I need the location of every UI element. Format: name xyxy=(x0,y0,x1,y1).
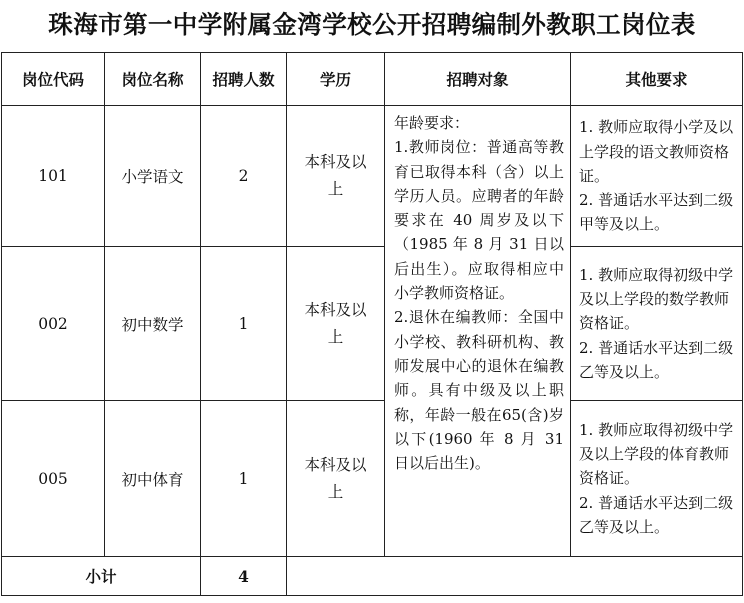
hiring-count: 1 xyxy=(201,401,287,557)
target-retired-teacher: 2.退休在编教师：全国中小学校、教科研机构、教师发展中心的退休在编教师。具有中级及以上职称，年龄一般在65(含)岁以下(1960 年 8 月 31 日以后出生)。 xyxy=(394,308,564,473)
position-name: 小学语文 xyxy=(105,106,201,247)
hiring-count: 2 xyxy=(201,106,287,247)
total-label: 小计 xyxy=(2,557,201,596)
position-code: 101 xyxy=(2,106,105,247)
education-requirement: 本科及以上 xyxy=(287,401,385,557)
requirement-item: 2. 普通话水平达到二级乙等及以上。 xyxy=(579,338,734,381)
requirement-item: 2. 普通话水平达到二级甲等及以上。 xyxy=(579,191,734,234)
position-name: 初中数学 xyxy=(105,247,201,401)
position-code: 005 xyxy=(2,401,105,557)
total-value: 4 xyxy=(201,557,287,596)
total-row xyxy=(2,557,743,596)
position-code: 002 xyxy=(2,247,105,401)
total-empty-cell xyxy=(287,557,743,596)
header-code: 岗位代码 xyxy=(2,53,105,106)
table-row xyxy=(2,106,743,247)
positions-table xyxy=(1,52,743,596)
header-other: 其他要求 xyxy=(571,53,743,106)
table-row xyxy=(2,247,743,401)
other-requirements xyxy=(571,401,743,557)
education-requirement: 本科及以上 xyxy=(287,106,385,247)
header-name: 岗位名称 xyxy=(105,53,201,106)
table-header-row xyxy=(2,53,743,106)
header-target: 招聘对象 xyxy=(385,53,571,106)
requirement-item: 2. 普通话水平达到二级乙等及以上。 xyxy=(579,493,734,536)
table-row xyxy=(2,401,743,557)
hiring-count: 1 xyxy=(201,247,287,401)
requirement-item: 1. 教师应取得小学及以上学段的语文教师资格证。 xyxy=(579,118,734,185)
other-requirements xyxy=(571,247,743,401)
target-age-heading: 年龄要求： xyxy=(394,114,470,132)
target-teacher-post: 1.教师岗位：普通高等教育已取得本科（含）以上学历人员。应聘者的年龄要求在 40 周岁及以下（1985 年 8 月 31 日以后出生）。应取得相应中小学教师资格证。 xyxy=(394,138,564,303)
page-title: 珠海市第一中学附属金湾学校公开招聘编制外教职工岗位表 xyxy=(48,10,696,39)
requirement-item: 1. 教师应取得初级中学及以上学段的体育教师资格证。 xyxy=(579,420,734,488)
requirement-item: 1. 教师应取得初级中学及以上学段的数学教师资格证。 xyxy=(579,265,734,333)
position-name: 初中体育 xyxy=(105,401,201,557)
education-requirement: 本科及以上 xyxy=(287,247,385,401)
header-count: 招聘人数 xyxy=(201,53,287,106)
recruitment-target xyxy=(385,106,571,557)
other-requirements xyxy=(571,106,743,247)
header-education: 学历 xyxy=(287,53,385,106)
